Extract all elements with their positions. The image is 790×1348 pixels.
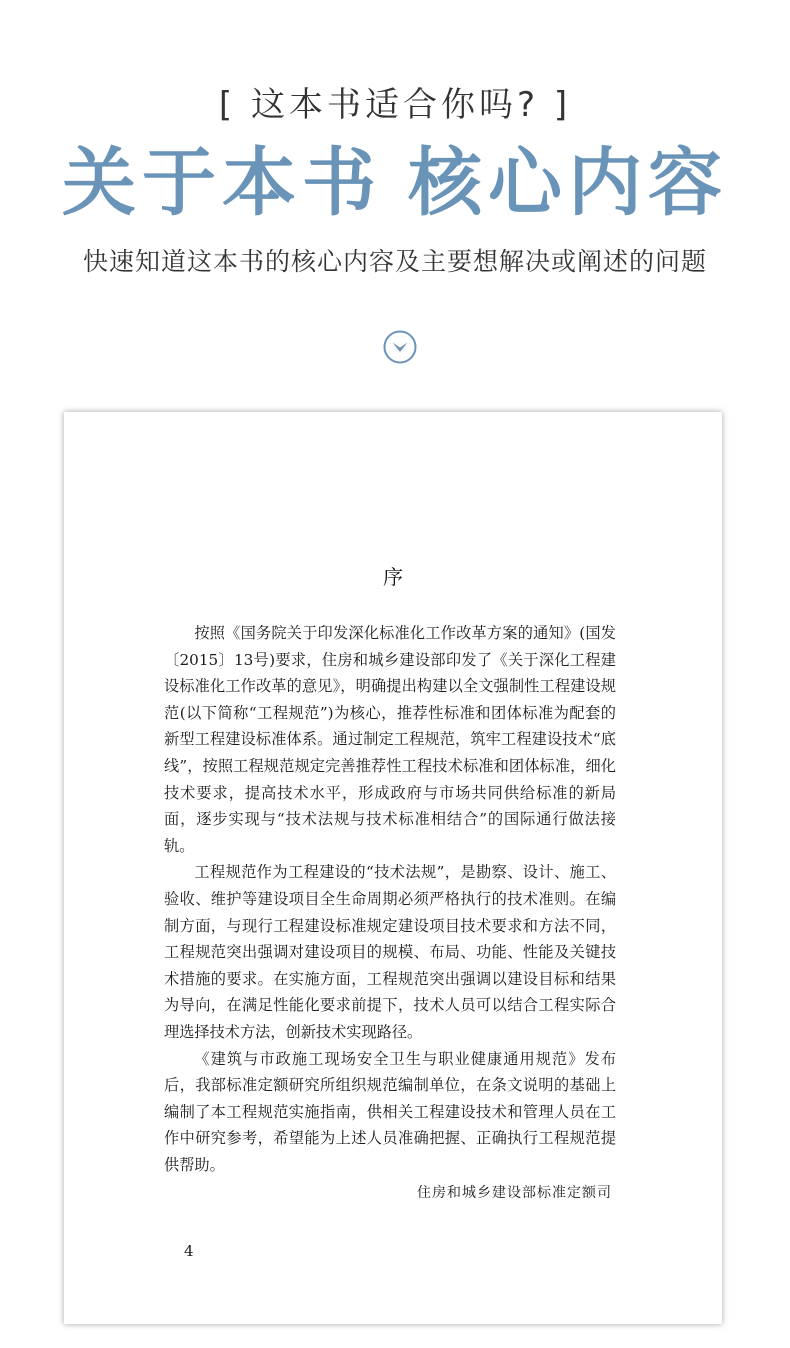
question-text: 这本书适合你吗? <box>250 85 540 125</box>
bracket-left: [ <box>218 85 237 125</box>
bracket-right: ] <box>553 85 572 125</box>
header-question <box>0 80 790 130</box>
preface-body <box>164 620 616 1178</box>
paragraph: 《建筑与市政施工现场安全卫生与职业健康通用规范》发布后，我部标准定额研究所组织规范编制单位，在条文说明的基础上编制了本工程规范实施指南，供相关工程建设技术和管理人员在工作中研究参考，希望能为上述人员准确把握、正确执行工程规范提供帮助。 <box>164 1049 616 1174</box>
header-description: 快速知道这本书的核心内容及主要想解决或阐述的问题 <box>82 247 707 276</box>
page-title: 序 <box>383 565 403 589</box>
signature: 住房和城乡建设部标准定额司 <box>417 1185 612 1201</box>
chevron-down-circle-icon[interactable] <box>383 330 417 364</box>
paragraph: 按照《国务院关于印发深化标准化工作改革方案的通知》(国发〔2015〕13号)要求，住房和城乡建设部印发了《关于深化工程建设标准化工作改革的意见》，明确提出构建以全文强制性工程建设规范(以下简称“工程规范”)为核心，推荐性标准和团体标准为配套的新型工程建设标准体系。通过制定工程规范，筑牢工程建设技术“底线”，按照工程规范规定完善推荐性工程技术标准和团体标准，细化技术要求，提高技术水平，形成政府与市场共同供给标准的新局面，逐步实现与“技术法规与技术标准相结合”的国际通行做法接轨。 <box>164 624 616 855</box>
main-title-part1: 关于本书 <box>62 140 382 226</box>
paragraph: 工程规范作为工程建设的“技术法规”，是勘察、设计、施工、验收、维护等建设项目全生命周期必须严格执行的技术准则。在编制方面，与现行工程建设标准规定建设项目技术要求和方法不同，工程规范突出强调对建设项目的规模、布局、功能、性能及关键技术措施的要求。在实施方面，工程规范突出强调以建设目标和结果为导向，在满足性能化要求前提下，技术人员可以结合工程实际合理选择技术方法，创新技术实现路径。 <box>164 863 616 1041</box>
book-page <box>64 412 722 1324</box>
main-title-part2: 核心内容 <box>408 140 728 226</box>
main-title <box>0 138 790 228</box>
header <box>0 0 790 410</box>
page-number: 4 <box>184 1242 194 1260</box>
